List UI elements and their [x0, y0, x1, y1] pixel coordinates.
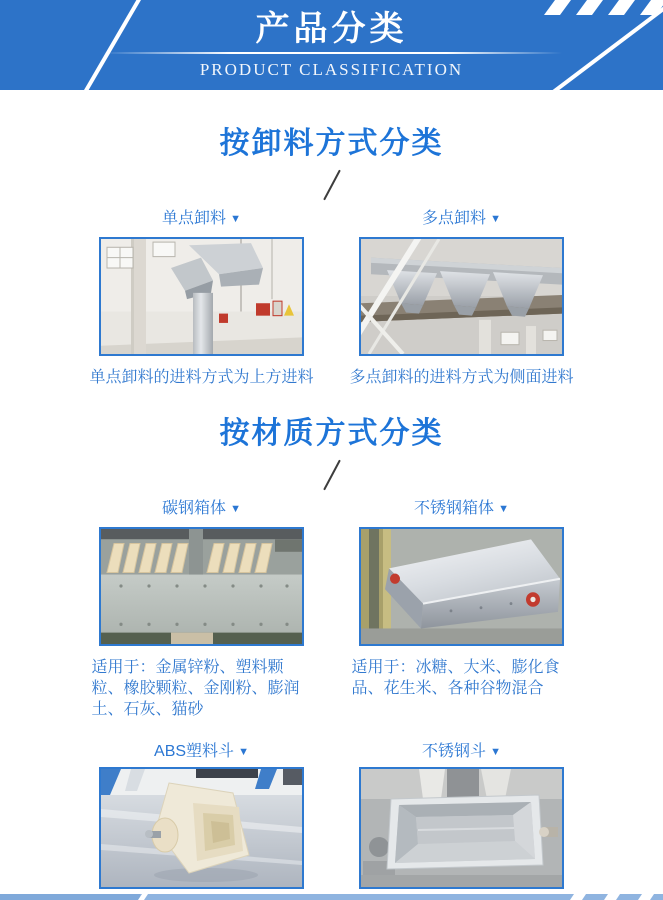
photo-abs-plastic-hopper	[99, 767, 304, 889]
material-columns-row1	[0, 498, 663, 720]
column-carbon-steel-box	[91, 498, 304, 720]
slash-divider-wrap	[0, 162, 663, 208]
label-single-point-discharge	[162, 208, 241, 230]
footer-strip	[0, 894, 663, 900]
section-discharge-title: 按卸料方式分类	[219, 127, 444, 160]
label-abs-plastic-hopper	[154, 741, 249, 763]
label-stainless-steel-hopper	[422, 741, 501, 763]
triangle-down-icon: ▼	[238, 746, 249, 758]
banner-subtitle: PRODUCT CLASSIFICATION	[199, 60, 464, 79]
label-text: 碳钢箱体	[162, 500, 227, 517]
photo-carbon-steel-box	[99, 527, 304, 646]
column-stainless-steel-hopper	[359, 741, 564, 889]
label-text: 单点卸料	[162, 210, 227, 227]
caption-stainless-steel-box: 适用于：冰糖、大米、膨化食品、花生米、各种谷物混合	[351, 659, 560, 697]
triangle-down-icon: ▼	[490, 213, 501, 225]
section-material-title: 按材质方式分类	[219, 417, 444, 450]
photo-single-point-discharge	[99, 237, 304, 356]
photo-stainless-steel-box	[359, 527, 564, 646]
label-text: ABS塑料斗	[154, 743, 235, 760]
triangle-down-icon: ▼	[498, 503, 509, 515]
label-stainless-steel-box	[414, 498, 509, 520]
label-text: 多点卸料	[422, 210, 487, 227]
triangle-down-icon: ▼	[230, 213, 241, 225]
column-multi-point	[349, 208, 574, 388]
discharge-columns	[0, 208, 663, 388]
photo-multi-point-discharge	[359, 237, 564, 356]
label-multi-point-discharge	[422, 208, 501, 230]
section-discharge	[0, 90, 663, 388]
caption-multi-point-discharge: 多点卸料的进料方式为侧面进料	[349, 369, 574, 386]
caption-carbon-steel-box: 适用于：金属锌粉、塑料颗粒、橡胶颗粒、金刚粉、膨润土、石灰、猫砂	[91, 659, 300, 718]
column-stainless-steel-box	[351, 498, 564, 720]
column-single-point	[89, 208, 314, 388]
label-text: 不锈钢箱体	[414, 500, 495, 517]
column-abs-plastic-hopper	[99, 741, 304, 889]
banner-title: 产品分类	[255, 10, 408, 48]
triangle-down-icon: ▼	[230, 503, 241, 515]
caption-single-point-discharge: 单点卸料的进料方式为上方进料	[89, 369, 314, 386]
slash-divider-wrap	[0, 452, 663, 498]
slash-divider	[323, 460, 341, 491]
label-text: 不锈钢斗	[422, 743, 487, 760]
header-banner	[0, 0, 663, 90]
triangle-down-icon: ▼	[490, 746, 501, 758]
section-material	[0, 388, 663, 889]
photo-stainless-steel-hopper	[359, 767, 564, 889]
slash-divider	[323, 170, 341, 201]
banner-divider-line	[102, 52, 562, 54]
label-carbon-steel-box	[162, 498, 241, 520]
material-columns-row2	[0, 741, 663, 889]
